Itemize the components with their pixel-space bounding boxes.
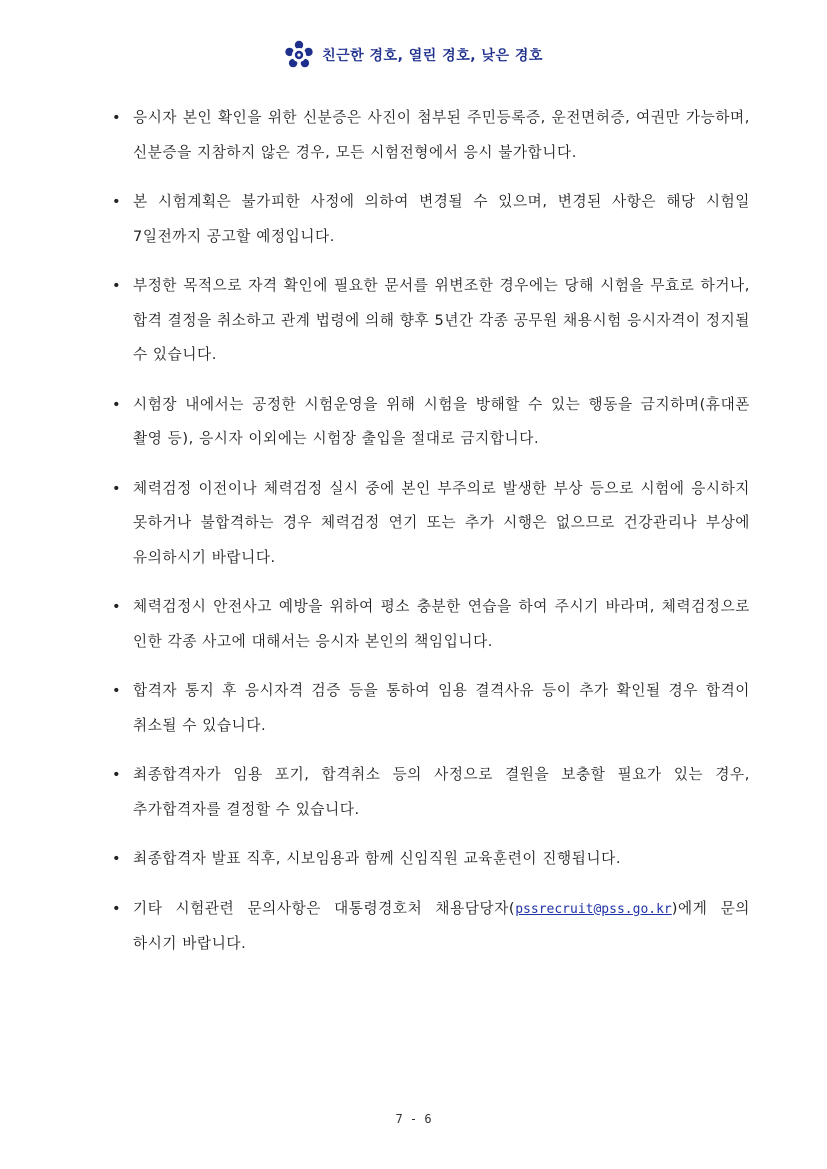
notice-text: 부정한 목적으로 자격 확인에 필요한 문서를 위변조한 경우에는 당해 시험을 무효로 하거나, 합격 결정을 취소하고 관계 법령에 의해 향후 5년간 각종 공무원 채용시험 응시자격이 정지될 수 있습니다. (133, 277, 750, 363)
bullet: • (112, 193, 122, 210)
notice-text: 합격자 통지 후 응시자격 검증 등을 통하여 임용 결격사유 등이 추가 확인될 경우 합격이 취소될 수 있습니다. (133, 682, 750, 734)
recruit-email-link[interactable]: pssrecruit@pss.go.kr (515, 901, 672, 917)
page-number: 7 - 6 (395, 1112, 432, 1126)
bullet: • (112, 899, 122, 917)
bullet: • (112, 598, 122, 615)
notice-text: 체력검정시 안전사고 예방을 위하여 평소 충분한 연습을 하여 주시기 바라며, 체력검정으로 인한 각종 사고에 대해서는 응시자 본인의 책임입니다. (133, 598, 750, 650)
notice-text: 응시자 본인 확인을 위한 신분증은 사진이 첨부된 주민등록증, 운전면허증, 여권만 가능하며, 신분증을 지참하지 않은 경우, 모든 시험전형에서 응시 불가합니다. (133, 109, 750, 161)
notice-text: 최종합격자 발표 직후, 시보임용과 함께 신임직원 교육훈련이 진행됩니다. (133, 850, 622, 867)
page-header (0, 40, 827, 70)
notice-text: 최종합격자가 임용 포기, 합격취소 등의 사정으로 결원을 보충할 필요가 있는 경우, 추가합격자를 결정할 수 있습니다. (133, 766, 750, 818)
notice-item-additional-pass (112, 758, 750, 827)
bullet: • (112, 277, 122, 294)
notice-text: 본 시험계획은 불가피한 사정에 의하여 변경될 수 있으며, 변경된 사항은 해당 시험일 7일전까지 공고할 예정입니다. (133, 193, 750, 245)
notice-item-id-card (112, 101, 750, 170)
bullet: • (112, 682, 122, 699)
notice-item-exam-hall (112, 388, 750, 457)
notice-item-training (112, 842, 750, 877)
contact-text-after: )에게 문의 하시기 바랍니다. (133, 899, 750, 952)
notice-item-contact (112, 892, 750, 962)
notice-item-forgery (112, 269, 750, 373)
header-slogan: 친근한 경호, 열린 경호, 낮은 경호 (322, 48, 543, 64)
notice-list (112, 101, 750, 977)
bullet: • (112, 479, 122, 497)
bullet: • (112, 850, 122, 867)
notice-item-plan-change (112, 185, 750, 254)
bullet: • (112, 109, 122, 126)
notice-item-safety (112, 590, 750, 659)
notice-text: 시험장 내에서는 공정한 시험운영을 위해 시험을 방해할 수 있는 행동을 금지하며(휴대폰 촬영 등), 응시자 이외에는 시험장 출입을 절대로 금지합니다. (133, 395, 750, 447)
contact-text-before: 기타 시험관련 문의사항은 대통령경호처 채용담당자( (133, 899, 516, 917)
bullet: • (112, 766, 122, 783)
notice-text: 체력검정 이전이나 체력검정 실시 중에 본인 부주의로 발생한 부상 등으로 시험에 응시하지 못하거나 불합격하는 경우 체력검정 연기 또는 추가 시행은 없으므로 건강관리나 부상에 유의하시기 바랍니다. (133, 479, 750, 566)
presidential-security-emblem-icon (284, 40, 314, 70)
notice-item-verification (112, 674, 750, 743)
bullet: • (112, 395, 122, 413)
notice-item-injury (112, 472, 750, 576)
